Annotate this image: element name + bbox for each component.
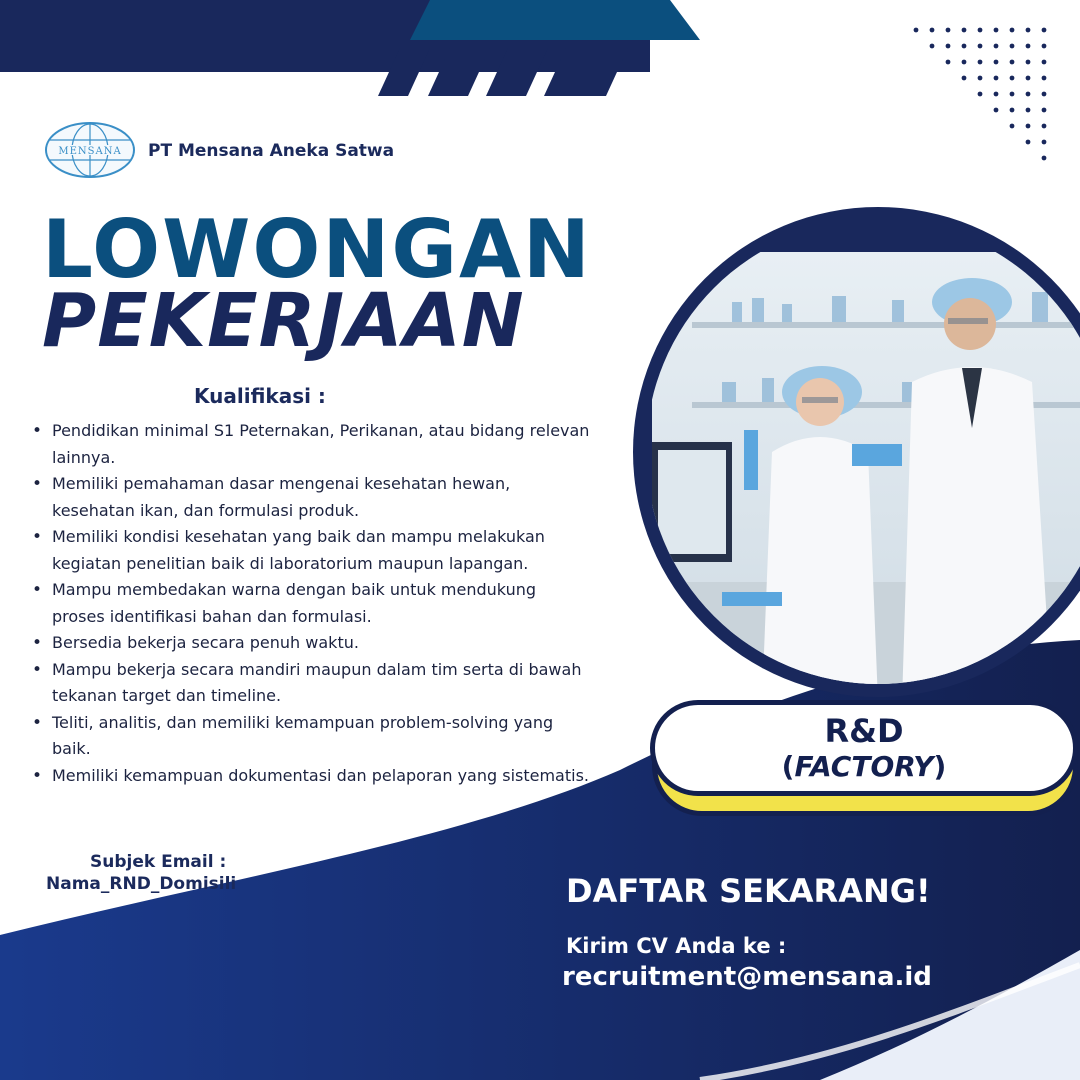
decor-dot xyxy=(1010,60,1015,65)
decor-dot xyxy=(1042,108,1047,113)
decor-dot xyxy=(946,60,951,65)
decor-dot xyxy=(1042,124,1047,129)
decor-dot xyxy=(1026,140,1031,145)
decor-dot xyxy=(1026,92,1031,97)
decor-dot xyxy=(1042,28,1047,33)
qualification-item: • Teliti, analitis, dan memiliki kemampuan problem-solving yang baik. xyxy=(30,710,590,763)
decor-dot xyxy=(946,28,951,33)
qualification-item: • Bersedia bekerja secara penuh waktu. xyxy=(30,630,590,657)
decor-dot xyxy=(978,92,983,97)
qualification-item: • Memiliki pemahaman dasar mengenai kesehatan hewan, kesehatan ikan, dan formulasi produk. xyxy=(30,471,590,524)
decor-dot xyxy=(994,92,999,97)
qualification-item: • Pendidikan minimal S1 Peternakan, Perikanan, atau bidang relevan lainnya. xyxy=(30,418,590,471)
decor-dot xyxy=(1042,60,1047,65)
decor-dot xyxy=(962,60,967,65)
decor-dot xyxy=(1026,124,1031,129)
decor-dot xyxy=(1010,108,1015,113)
top-accent-bar xyxy=(410,0,700,40)
recruitment-email[interactable]: recruitment@mensana.id xyxy=(562,962,932,992)
decor-dot xyxy=(978,60,983,65)
email-subject-value: Nama_RND_Domisili xyxy=(46,874,237,894)
decor-dot xyxy=(930,28,935,33)
decor-dot xyxy=(978,28,983,33)
decor-dot xyxy=(1042,92,1047,97)
decor-dot xyxy=(962,44,967,49)
decor-dot xyxy=(1042,76,1047,81)
decor-dot xyxy=(946,44,951,49)
decor-dot xyxy=(994,108,999,113)
qualifications-list xyxy=(30,418,590,789)
decor-dot xyxy=(994,28,999,33)
decor-dot xyxy=(994,44,999,49)
qualifications-heading: Kualifikasi : xyxy=(194,384,326,408)
position-title: R&D xyxy=(824,712,904,750)
decor-dot xyxy=(994,60,999,65)
decor-dot xyxy=(994,76,999,81)
decor-dot xyxy=(1026,60,1031,65)
decor-dot xyxy=(1026,44,1031,49)
headline-line1: LOWONGAN xyxy=(42,203,592,296)
company-logo xyxy=(44,120,136,180)
send-cv-label: Kirim CV Anda ke : xyxy=(566,934,787,958)
qualification-item: • Memiliki kondisi kesehatan yang baik dan mampu melakukan kegiatan penelitian baik di laboratorium maupun lapangan. xyxy=(30,524,590,577)
decor-dot xyxy=(978,76,983,81)
headline-line2: PEKERJAAN xyxy=(42,278,525,364)
decor-dot xyxy=(1042,156,1047,161)
qualification-item: • Memiliki kemampuan dokumentasi dan pelaporan yang sistematis. xyxy=(30,763,590,790)
decor-dot xyxy=(1010,92,1015,97)
decor-dot xyxy=(1026,28,1031,33)
decor-dot xyxy=(1010,76,1015,81)
decor-dot xyxy=(962,28,967,33)
dot-grid-decoration xyxy=(914,28,1047,161)
email-subject-label: Subjek Email : xyxy=(90,852,227,872)
company-name: PT Mensana Aneka Satwa xyxy=(148,141,395,161)
decor-dot xyxy=(1010,44,1015,49)
decor-dot xyxy=(1042,44,1047,49)
logo-text: MENSANA xyxy=(58,146,122,157)
decor-dot xyxy=(1042,140,1047,145)
decor-dot xyxy=(930,44,935,49)
position-subtitle: (FACTORY) xyxy=(781,750,947,783)
cta-heading: DAFTAR SEKARANG! xyxy=(566,872,931,910)
decor-dot xyxy=(1010,124,1015,129)
decor-dot xyxy=(1026,76,1031,81)
decor-dot xyxy=(962,76,967,81)
decor-dot xyxy=(978,44,983,49)
decor-dot xyxy=(1010,28,1015,33)
lab-researchers-photo xyxy=(652,252,1080,702)
qualification-item: • Mampu membedakan warna dengan baik untuk mendukung proses identifikasi bahan dan formulasi. xyxy=(30,577,590,630)
decor-dot xyxy=(914,28,919,33)
decor-dot xyxy=(1026,108,1031,113)
qualification-item: • Mampu bekerja secara mandiri maupun dalam tim serta di bawah tekanan target dan timeline. xyxy=(30,657,590,710)
